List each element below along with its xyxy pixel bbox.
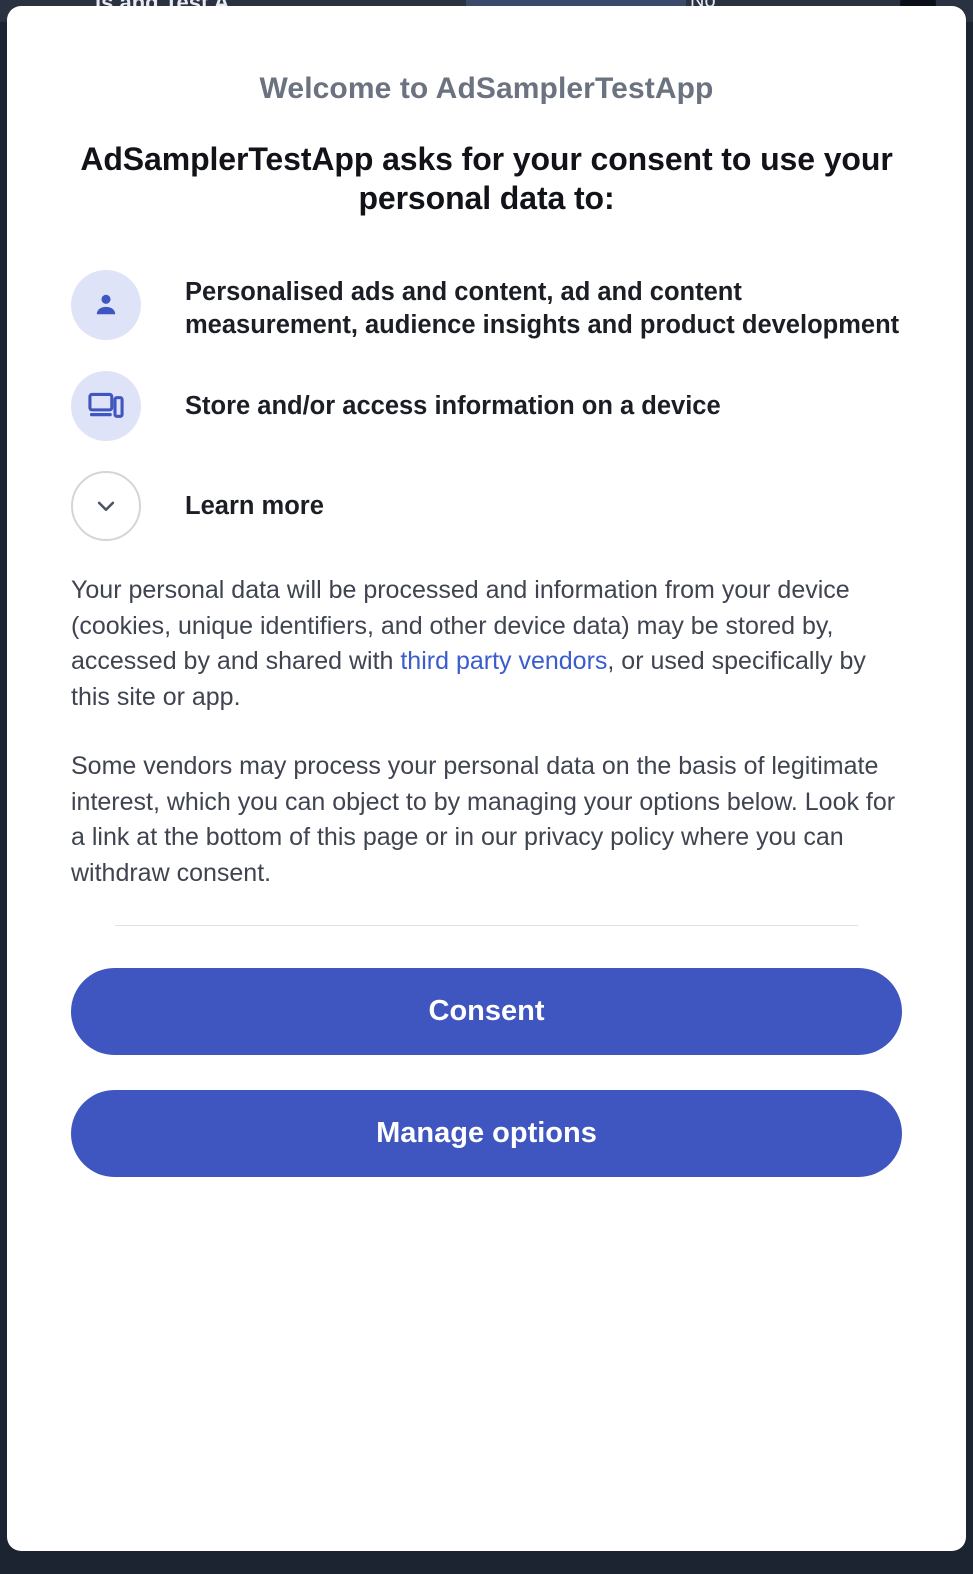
consent-dialog [7,6,966,1551]
consent-button[interactable]: Consent [71,968,902,1055]
privacy-paragraph-1 [71,573,902,715]
purpose-item-personalised-ads [71,270,902,341]
learn-more-toggle[interactable] [71,471,902,541]
manage-options-button[interactable]: Manage options [71,1090,902,1177]
person-icon [71,270,141,340]
chevron-down-icon[interactable] [71,471,141,541]
paragraph-1-text-before: Your personal data will be processed and information from your device (cookies, unique identifiers, and other device data) may be stored by, accessed by and shared with [71,576,850,676]
purpose-item-store-access [71,371,902,441]
purpose-item-label: Store and/or access information on a device [185,392,721,420]
consent-heading: AdSamplerTestApp asks for your consent to use your personal data to: [80,141,893,217]
devices-icon [71,371,141,441]
welcome-title: Welcome to AdSamplerTestApp [259,72,714,105]
learn-more-label[interactable]: Learn more [185,492,324,520]
purpose-item-label: Personalised ads and content, ad and content measurement, audience insights and product development [185,278,900,339]
third-party-vendors-link[interactable]: third party vendors [400,647,608,676]
privacy-paragraph-2: Some vendors may process your personal data on the basis of legitimate interest, which you can object to by managing your options below. Look for a link at the bottom of this page or in our privacy policy where you can withdraw consent. [71,752,896,887]
divider [115,925,858,926]
paragraph-1-text-after: , or used specifically by this site or app. [71,647,866,711]
purpose-list [71,270,902,541]
